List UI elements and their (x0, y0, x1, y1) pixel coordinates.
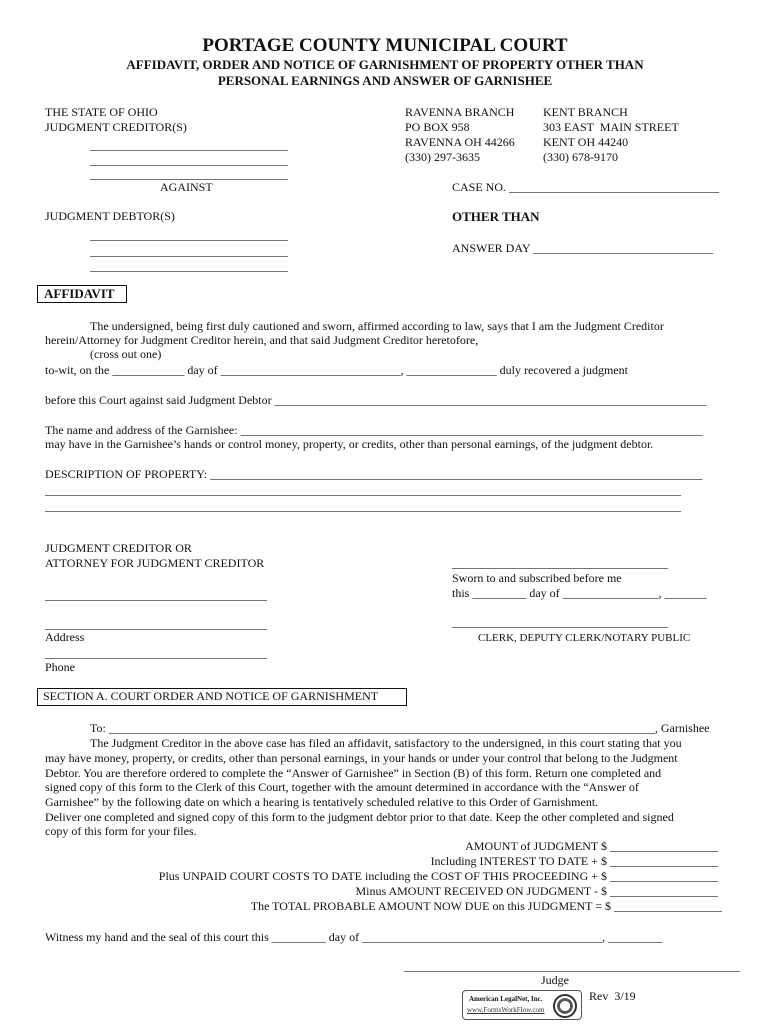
property-description-field[interactable]: DESCRIPTION OF PROPERTY: __________________________________________________________________________________ (45, 467, 703, 481)
ravenna-phone: (330) 297-3635 (405, 150, 480, 164)
form-title-line-1: AFFIDAVIT, ORDER AND NOTICE OF GARNISHMENT OF PROPERTY OTHER THAN (126, 57, 644, 72)
revision-label: Rev 3/19 (589, 989, 636, 1003)
debtor-blank-1[interactable]: _________________________________ (90, 228, 288, 242)
affidavit-heading: AFFIDAVIT (44, 286, 115, 301)
amount-received-field[interactable]: Minus AMOUNT RECEIVED ON JUDGMENT - $ __________________ (355, 884, 718, 898)
order-text-3: Debtor. You are therefore ordered to complete the “Answer of Garnishee” in Section (B) of this form. Return one completed and (45, 766, 662, 780)
creditor-blank-3[interactable]: _________________________________ (90, 167, 288, 181)
phone-field[interactable]: _____________________________________ (45, 646, 267, 660)
section-a-heading-box (37, 688, 407, 706)
order-text-6: Deliver one completed and signed copy of this form to the judgment debtor prior to that date. Keep the other completed and signed (45, 810, 674, 824)
ravenna-city: RAVENNA OH 44266 (405, 135, 515, 149)
order-text-2: may have money, property, or credits, other than personal earnings, in your hands or under your control that belong to the Judgment (45, 751, 678, 765)
amount-of-judgment-field[interactable]: AMOUNT of JUDGMENT $ __________________ (465, 839, 718, 853)
address-label: Address (45, 630, 85, 644)
ravenna-branch-name: RAVENNA BRANCH (405, 105, 515, 119)
affidavit-line-1: The undersigned, being first duly cautioned and sworn, affirmed according to law, says that I am the Judgment Creditor (90, 319, 664, 333)
sworn-signature-field[interactable]: ____________________________________ (452, 556, 668, 570)
order-text-4: signed copy of this form to the Clerk of this Court, together with the amount determined in accordance with the “Answer of (45, 780, 639, 794)
judge-label: Judge (541, 973, 569, 987)
state-label: THE STATE OF OHIO (45, 105, 158, 119)
court-title: PORTAGE COUNTY MUNICIPAL COURT (202, 35, 568, 56)
sworn-subscribed-text: Sworn to and subscribed before me (452, 571, 622, 585)
interest-to-date-field[interactable]: Including INTEREST TO DATE + $ __________________ (430, 854, 718, 868)
logo-url-link[interactable]: www.FormsWorkFlow.com (467, 1006, 545, 1014)
form-title-line-2: PERSONAL EARNINGS AND ANSWER OF GARNISHEE (217, 73, 553, 88)
garnishee-control-text: may have in the Garnishee’s hands or control money, property, or credits, other than personal earnings, of the judgment debtor. (45, 437, 654, 451)
section-a-heading: SECTION A. COURT ORDER AND NOTICE OF GARNISHMENT (43, 689, 379, 703)
legalnet-logo (462, 990, 582, 1020)
answer-day-field[interactable]: ANSWER DAY ______________________________ (452, 241, 714, 255)
address-field[interactable]: _____________________________________ (45, 617, 267, 631)
seal-icon (553, 994, 577, 1018)
kent-phone: (330) 678-9170 (543, 150, 618, 164)
kent-street: 303 EAST MAIN STREET (543, 120, 679, 134)
creditor-blank-2[interactable]: _________________________________ (90, 153, 288, 167)
clerk-label: CLERK, DEPUTY CLERK/NOTARY PUBLIC (478, 632, 691, 644)
judgment-date-field[interactable]: to-wit, on the ____________ day of ______________________________, _______________ duly recovered a judgment (45, 363, 628, 377)
debtor-blank-3[interactable]: _________________________________ (90, 259, 288, 273)
clerk-signature-field[interactable]: ____________________________________ (452, 615, 668, 629)
kent-branch-name: KENT BRANCH (543, 105, 628, 119)
property-description-line-3[interactable]: __________________________________________________________________________________________________________ (45, 499, 681, 513)
kent-city: KENT OH 44240 (543, 135, 629, 149)
witness-date-field[interactable]: Witness my hand and the seal of this court this _________ day of ________________________________________, _________ (45, 930, 663, 944)
creditor-blank-1[interactable]: _________________________________ (90, 138, 288, 152)
court-costs-field[interactable]: Plus UNPAID COURT COSTS TO DATE including the COST OF THIS PROCEEDING + $ __________________ (158, 869, 718, 883)
garnishee-name-address-field[interactable]: The name and address of the Garnishee: _____________________________________________________________________________ (45, 423, 703, 437)
garnishee-to-field[interactable]: To: ___________________________________________________________________________________________, Garnishee (90, 721, 710, 735)
other-than-label: OTHER THAN (452, 209, 540, 224)
judgment-creditor-label: JUDGMENT CREDITOR(S) (45, 120, 187, 134)
cross-out-note: (cross out one) (90, 347, 162, 361)
property-description-line-2[interactable]: __________________________________________________________________________________________________________ (45, 483, 681, 497)
affidavit-heading-box (37, 285, 127, 303)
order-text-1: The Judgment Creditor in the above case has filed an affidavit, satisfactory to the undersigned, in this court stating that you (90, 736, 682, 750)
judge-signature-field[interactable]: ________________________________________________________ (404, 959, 740, 973)
debtor-blank-2[interactable]: _________________________________ (90, 244, 288, 258)
ravenna-po-box: PO BOX 958 (405, 120, 470, 134)
case-number-field[interactable]: CASE NO. ___________________________________ (452, 180, 720, 194)
phone-label: Phone (45, 660, 75, 674)
against-label: AGAINST (160, 180, 213, 194)
creditor-signature-label-1: JUDGMENT CREDITOR OR (45, 541, 192, 555)
order-text-5: Garnishee” by the following date on which a hearing is tentatively scheduled relative to this Order of Garnishment. (45, 795, 599, 809)
judgment-debtor-field[interactable]: before this Court against said Judgment Debtor ________________________________________________________________________ (45, 393, 707, 407)
creditor-signature-label-2: ATTORNEY FOR JUDGMENT CREDITOR (45, 556, 265, 570)
total-amount-due-field[interactable]: The TOTAL PROBABLE AMOUNT NOW DUE on this JUDGMENT = $ __________________ (250, 899, 722, 913)
sworn-date-field[interactable]: this _________ day of ________________, _______ (452, 586, 707, 600)
creditor-signature-field[interactable]: _____________________________________ (45, 588, 267, 602)
order-text-7: copy of this form for your files. (45, 824, 197, 838)
judgment-debtor-label: JUDGMENT DEBTOR(S) (45, 209, 175, 223)
logo-company-name: American LegalNet, Inc. (469, 995, 543, 1003)
affidavit-line-2: herein/Attorney for Judgment Creditor herein, and that said Judgment Creditor heretofore, (45, 333, 479, 347)
